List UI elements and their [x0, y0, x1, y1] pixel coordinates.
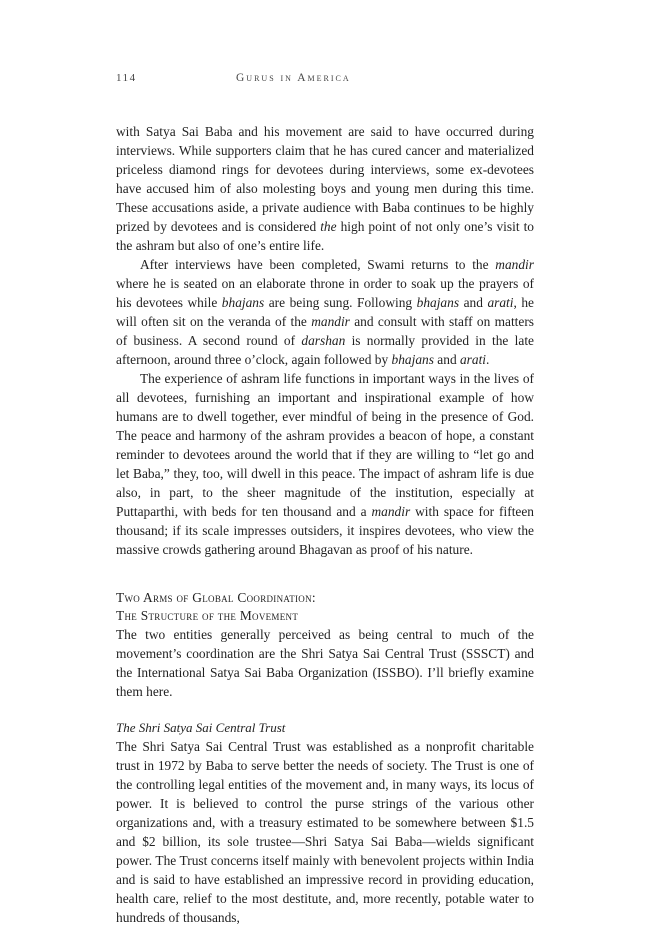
italic-run: bhajans	[416, 295, 460, 310]
text-run: and consult with staff on matters of business. A second round of	[116, 314, 535, 348]
page-number: 114	[116, 72, 137, 84]
section-heading	[116, 589, 534, 625]
text-run: .	[486, 352, 490, 367]
text-run: where he is seated on an elaborate throne in order to soak up the prayers of his devotees while	[116, 276, 534, 310]
text-run: with Satya Sai Baba and his movement are said to have occurred during interviews. While supporters claim that he has cured cancer and materialized priceless diamond rings for devotees during interviews, some ex-devotees have accused him of also molesting boys and young men during this time. These accusations aside, a private audience with Baba continues to be highly prized by devotees and is considered	[116, 124, 534, 234]
paragraph-1	[116, 122, 534, 255]
text-run: high point of not only one’s visit to the ashram but also of one’s entire life.	[116, 219, 534, 253]
italic-run: darshan	[301, 333, 346, 348]
paragraph-3	[116, 369, 534, 559]
text-run: and	[433, 352, 460, 367]
text-run: and	[459, 295, 488, 310]
text-run: After interviews have been completed, Swami returns to the	[140, 257, 496, 272]
running-title: Gurus in America	[236, 72, 351, 84]
text-run: , he will often sit on the veranda of the	[116, 295, 534, 329]
italic-run: mandir	[371, 504, 411, 519]
italic-run: arati	[487, 295, 514, 310]
italic-run: arati	[459, 352, 487, 367]
italic-run: the	[320, 219, 337, 234]
running-head	[116, 72, 534, 90]
text-run: The experience of ashram life functions in important ways in the lives of all devotees, furnishing an important and inspirational example of how humans are to dwell together, ever mindful of being in the presence of God. The peace and harmony of the ashram provides a beacon of hope, a constant reminder to devotees around the world that if they are willing to “let go and let Baba,” they, too, will dwell in this peace. The impact of ashram life is due also, in part, to the sheer magnitude of the institution, especially at Puttaparthi, with beds for ten thousand and a	[116, 371, 534, 519]
text-run: are being sung. Following	[264, 295, 417, 310]
body-text	[116, 122, 534, 927]
section-paragraph: The two entities generally perceived as being central to much of the movement’s coordination are the Shri Satya Sai Central Trust (SSSCT) and the International Satya Sai Baba Organization (ISSBO). I’ll briefly examine them here.	[116, 627, 534, 699]
section-heading-line-2: The Structure of the Movement	[116, 608, 299, 623]
paragraph-2	[116, 255, 534, 369]
italic-run: mandir	[495, 257, 534, 272]
italic-run: mandir	[311, 314, 350, 329]
italic-run: bhajans	[391, 352, 434, 367]
text-run: is normally provided in the late afternoon, around three o’clock, again followed by	[116, 333, 534, 367]
section-heading-line-1: Two Arms of Global Coordination:	[116, 590, 316, 605]
subsection-paragraph: The Shri Satya Sai Central Trust was established as a nonprofit charitable trust in 1972 by Baba to serve better the needs of society. The Trust is one of the controlling legal entities of the movement and, in many ways, its locus of power. It is believed to control the purse strings of the various other organizations and, with a treasury estimated to be somewhere between $1.5 and $2 billion, its sole trustee—Shri Satya Sai Baba—wields significant power. The Trust concerns itself mainly with benevolent projects within India and is said to have established an impressive record in providing education, health care, relief to the most destitute, and, more recently, potable water to hundreds of thousands,	[116, 739, 534, 925]
book-page	[116, 72, 534, 927]
italic-run: bhajans	[221, 295, 265, 310]
subsection-heading: The Shri Satya Sai Central Trust	[116, 720, 286, 735]
text-run: with space for fifteen thousand; if its scale impresses outsiders, it inspires devotees, who view the massive crowds gathering around Bhagavan as proof of his nature.	[116, 504, 534, 557]
